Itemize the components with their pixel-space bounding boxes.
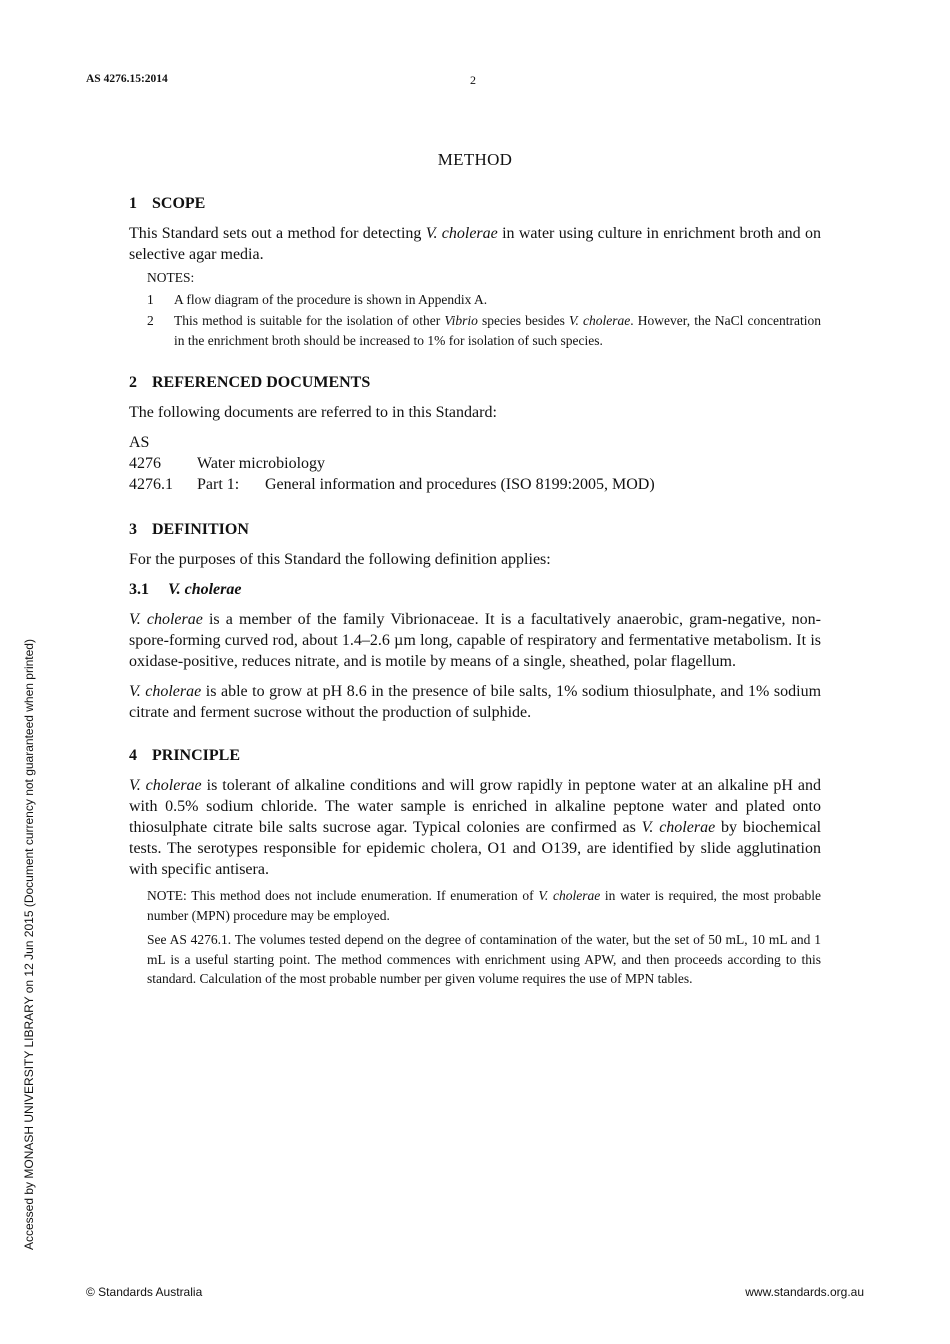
principle-note-2: See AS 4276.1. The volumes tested depend on the degree of contamination of the water, but the set of 50 mL, 10 mL and 1 mL is a useful starting point. The method commences with enrichment using APW, and then proceeds according to this standard. Calculation of the most probable number per given volume requires the use of MPN tables.: [147, 932, 821, 986]
text: NOTE: This method does not include enumeration. If enumeration of: [147, 888, 539, 903]
text: in water using culture in enrichment broth and on selective agar media.: [129, 225, 822, 263]
text: . However, the NaCl concentration in the enrichment broth should be increased to 1% for isolation of such species.: [174, 313, 821, 348]
section-title: SCOPE: [152, 195, 206, 212]
note-item: [147, 290, 821, 310]
page-title: METHOD: [437, 150, 513, 169]
definition-paragraph: [129, 609, 821, 672]
access-watermark: Accessed by MONASH UNIVERSITY LIBRARY on 12 Jun 2015 (Document currency not guaranteed when printed): [22, 639, 36, 1250]
species-name: V. cholerae: [129, 611, 203, 628]
note-text: A flow diagram of the procedure is shown in Appendix A.: [174, 291, 488, 307]
text: is a member of the family Vibrionaceae. It is a facultatively anaerobic, gram-negative, non-spore-forming curved rod, about 1.4–2.6 µm long, capable of respiratory and fermentative metabolism. It is oxidase-positive, reduces nitrate, and is motile by means of a single, sheathed, polar flagellum.: [129, 611, 822, 670]
references-intro: The following documents are referred to in this Standard:: [129, 404, 497, 421]
section-number: 4: [129, 747, 137, 764]
section-3-heading: [129, 519, 821, 540]
section-title: DEFINITION: [152, 521, 249, 538]
reference-title: Water microbiology: [197, 455, 326, 472]
reference-title: General information and procedures (ISO 8199:2005, MOD): [265, 476, 655, 493]
text: This Standard sets out a method for detecting: [129, 225, 426, 242]
section-number: 2: [129, 374, 137, 391]
reference-number: 4276.1: [129, 476, 173, 493]
text: is able to grow at pH 8.6 in the presence of bile salts, 1% sodium thiosulphate, and 1% sodium citrate and ferment sucrose without the production of sulphide.: [129, 683, 822, 721]
note-number: 1: [147, 291, 154, 307]
reference-prefix: AS: [129, 434, 150, 451]
note-text: [174, 311, 821, 350]
document-body: [129, 193, 821, 989]
reference-number: 4276: [129, 455, 161, 472]
species-name: V. cholerae: [425, 225, 498, 242]
section-4-heading: [129, 745, 821, 766]
text: by biochemical tests. The serotypes responsible for epidemic cholera, O1 and O139, are identified by slide agglutination with specific antisera.: [129, 819, 822, 878]
document-id: AS 4276.15:2014: [86, 73, 168, 85]
section-1-heading: [129, 193, 821, 214]
scope-paragraph: [129, 223, 821, 265]
note-number: 2: [147, 313, 154, 328]
reference-row: [129, 474, 821, 495]
subsection-3-1-heading: [129, 579, 821, 600]
principle-paragraph: [129, 775, 821, 880]
definition-paragraph: [129, 681, 821, 723]
species-name: V. cholerae: [641, 819, 716, 836]
footer-copyright: © Standards Australia: [86, 1285, 203, 1299]
note-item: [147, 311, 821, 350]
subsection-number: 3.1: [129, 581, 149, 598]
page-number: 2: [470, 73, 476, 87]
notes-label: NOTES:: [147, 270, 195, 285]
section-title: PRINCIPLE: [152, 747, 241, 764]
reference-part: Part 1:: [197, 476, 240, 493]
reference-row: [129, 453, 821, 474]
species-name: V. cholerae: [129, 683, 202, 700]
genus-name: Vibrio: [444, 313, 478, 328]
species-name: V. cholerae: [129, 777, 202, 794]
section-title: REFERENCED DOCUMENTS: [152, 374, 371, 391]
species-name: V. cholerae: [569, 313, 631, 328]
text: species besides: [477, 313, 570, 328]
footer-website: www.standards.org.au: [745, 1285, 864, 1299]
text: This method is suitable for the isolation of other: [174, 313, 445, 328]
section-number: 3: [129, 521, 137, 538]
definition-intro: For the purposes of this Standard the following definition applies:: [129, 551, 551, 568]
principle-note: [147, 886, 821, 925]
subsection-title: V. cholerae: [168, 581, 242, 598]
section-number: 1: [129, 195, 137, 212]
section-2-heading: [129, 372, 821, 393]
text: in water is required, the most probable number (MPN) procedure may be employed.: [147, 888, 821, 923]
species-name: V. cholerae: [538, 888, 601, 903]
text: is tolerant of alkaline conditions and will grow rapidly in peptone water at an alkaline pH and with 0.5% sodium chloride. The water sample is enriched in alkaline peptone water and plated onto thiosulphate citrate bile salts sucrose agar. Typical colonies are confirmed as: [129, 777, 822, 836]
